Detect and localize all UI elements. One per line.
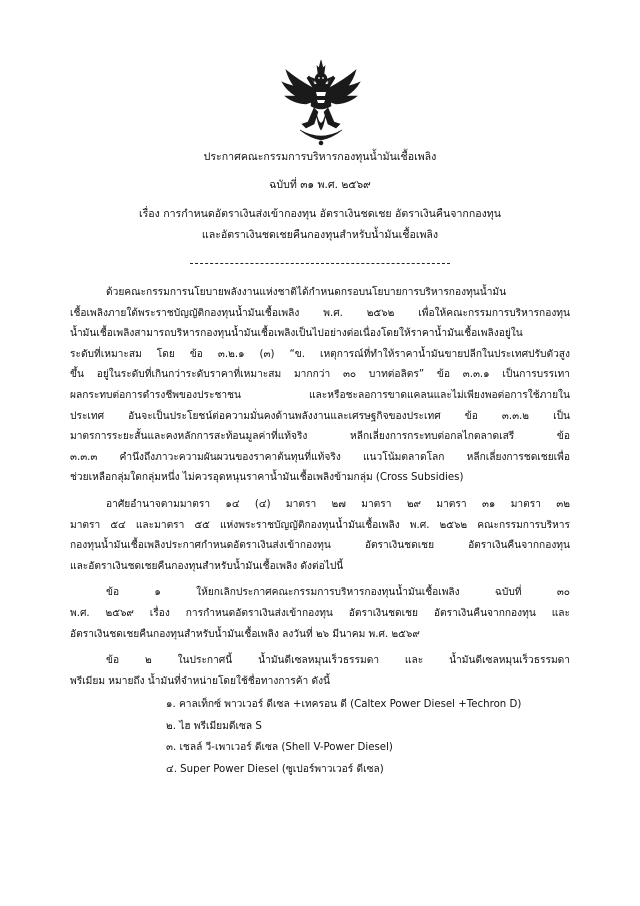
paragraph-line: ช่วยเหลือกลุ่มใดกลุ่มหนึ่ง ไม่ควรอุดหนุนราคาน้ำมันเชื้อเพลิงข้ามกลุ่ม (Cross Subsidies)	[70, 472, 464, 484]
paragraph-line: พ.ศ. ๒๕๖๙ เรื่อง การกำหนดอัตราเงินส่งเข้ากองทุน อัตราเงินชดเชย อัตราเงินคืนจากกองทุน และ	[70, 607, 570, 619]
paragraph-line: เชื้อเพลิงภายใต้พระราชบัญญัติกองทุนน้ำมันเชื้อเพลิง พ.ศ. ๒๕๖๒ เพื่อให้คณะกรรมการบริหารกองทุน	[70, 307, 570, 319]
announcement-issue: ฉบับที่ ๓๑ พ.ศ. ๒๕๖๙	[269, 179, 371, 191]
paragraph-clause-1	[70, 583, 570, 645]
paragraph-line: และอัตราเงินชดเชยคืนกองทุนสำหรับน้ำมันเชื้อเพลิง ดังต่อไปนี้	[70, 560, 344, 572]
paragraph-line: ขึ้น อยู่ในระดับที่เกินกว่าระดับราคาที่เหมาะสม มากกว่า ๓๐ บาทต่อลิตร” ข้อ ๓.๓.๑ เป็นการบรรเทา	[70, 369, 570, 381]
paragraph-line: มาตรา ๕๔ และมาตรา ๕๕ แห่งพระราชบัญญัติกองทุนน้ำมันเชื้อเพลิง พ.ศ. ๒๕๖๒ คณะกรรมการบริหาร	[70, 519, 570, 531]
list-item: ๔. Super Power Diesel (ซูเปอร์พาวเวอร์ ดีเซล)	[166, 763, 384, 775]
announcement-subject-line2: และอัตราเงินชดเชยคืนกองทุนสำหรับน้ำมันเชื้อเพลิง	[201, 229, 439, 241]
paragraph-line: อาศัยอำนาจตามมาตรา ๑๔ (๔) มาตรา ๒๗ มาตรา ๒๙ มาตรา ๓๑ มาตรา ๓๒	[106, 498, 570, 510]
diesel-brand-list	[70, 694, 570, 780]
paragraph-line: ข้อ ๒ ในประกาศนี้ น้ำมันดีเซลหมุนเร็วธรรมดา และ น้ำมันดีเซลหมุนเร็วธรรมดา	[106, 655, 570, 667]
list-item: ๒. ไฮ พรีเมียมดีเซล S	[166, 720, 262, 732]
list-item: ๑. คาลเท็กซ์ พาวเวอร์ ดีเซล +เทครอน ดี (Caltex Power Diesel +Techron D)	[166, 699, 522, 711]
paragraph-line: ด้วยคณะกรรมการนโยบายพลังงานแห่งชาติได้กำหนดกรอบนโยบายการบริหารกองทุนน้ำมัน	[106, 287, 507, 298]
announcement-subject-line1: เรื่อง การกำหนดอัตราเงินส่งเข้ากองทุน อัตราเงินชดเชย อัตราเงินคืนจากกองทุน	[138, 208, 501, 220]
header-divider	[190, 263, 450, 264]
paragraph-authority	[70, 495, 570, 577]
paragraph-line: พรีเมียม หมายถึง น้ำมันที่จำหน่ายโดยใช้ชื่อทางการค้า ดังนี้	[70, 675, 331, 687]
paragraph-line: กองทุนน้ำมันเชื้อเพลิงประกาศกำหนดอัตราเงินส่งเข้ากองทุน อัตราเงินชดเชย อัตราเงินคืนจากกองทุน	[70, 540, 570, 552]
paragraph-line: ระดับที่เหมาะสม โดย ข้อ ๓.๒.๑ (๓) “ข. เหตุการณ์ที่ทำให้ราคาน้ำมันขายปลีกในประเทศปรับตัวสูง	[70, 348, 570, 360]
announcement-title: ประกาศคณะกรรมการบริหารกองทุนน้ำมันเชื้อเพลิง	[203, 151, 437, 163]
paragraph-preamble	[70, 283, 570, 489]
garuda-emblem-icon	[280, 58, 362, 146]
paragraph-line: มาตรการระยะสั้นและคงหลักการสะท้อนมูลค่าที่แท้จริง หลีกเลี่ยงการกระทบต่อกลไกตลาดเสรี ข้อ	[70, 431, 570, 443]
list-item: ๓. เชลล์ วี-เพาเวอร์ ดีเซล (Shell V-Power Diesel)	[166, 742, 393, 754]
paragraph-line: ข้อ ๑ ให้ยกเลิกประกาศคณะกรรมการบริหารกองทุนน้ำมันเชื้อเพลิง ฉบับที่ ๓๐	[106, 587, 570, 599]
document-body	[70, 283, 570, 780]
paragraph-line: น้ำมันเชื้อเพลิงสามารถบริหารกองทุนน้ำมันเชื้อเพลิงเป็นไปอย่างต่อเนื่องโดยให้ราคาน้ำมันเชื้อเพลิงอยู่ใน	[70, 328, 523, 340]
paragraph-line: อัตราเงินชดเชยคืนกองทุนสำหรับน้ำมันเชื้อเพลิง ลงวันที่ ๒๖ มีนาคม พ.ศ. ๒๕๖๙	[70, 628, 420, 640]
paragraph-line: ประเทศ อันจะเป็นประโยชน์ต่อความมั่นคงด้านพลังงานและเศรษฐกิจของประเทศ ข้อ ๓.๓.๒ เป็น	[70, 410, 570, 422]
paragraph-clause-2	[70, 651, 570, 692]
paragraph-line: ผลกระทบต่อการดำรงชีพของประชาชน และหรือชะลอการขาดแคลนและไม่เพียงพอต่อการใช้ภายใน	[70, 389, 570, 401]
paragraph-line: ๓.๓.๓ คำนึงถึงภาวะความผันผวนของราคาต้นทุนที่แท้จริง แนวโน้มตลาดโลก หลีกเลี่ยงการชดเชยเพื่อ	[70, 451, 570, 463]
